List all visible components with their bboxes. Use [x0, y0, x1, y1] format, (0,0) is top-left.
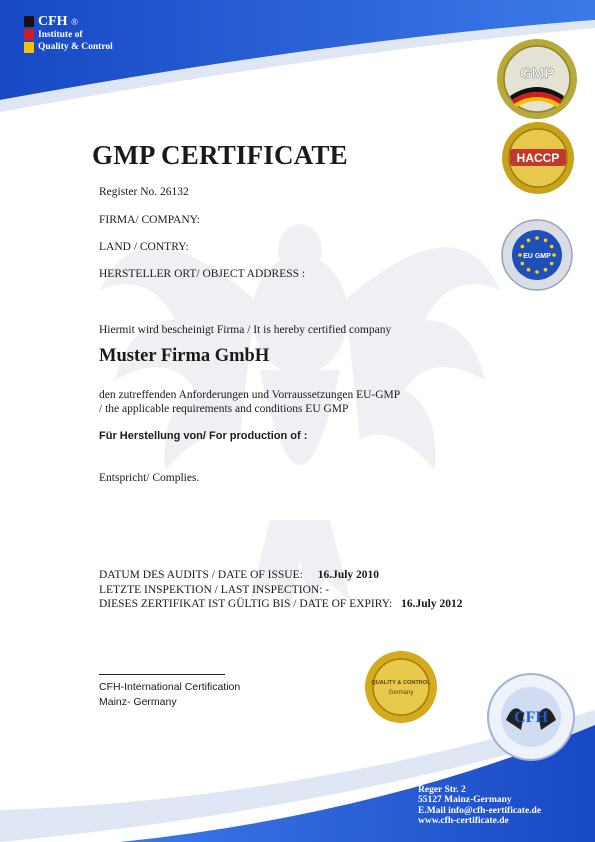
eu-gmp-seal-text: EU GMP	[523, 253, 551, 260]
signature-city: Mainz- Germany	[99, 696, 177, 708]
audit-date-value: 16.July 2010	[317, 569, 380, 581]
haccp-seal-text: HACCP	[516, 151, 560, 165]
footer-address	[418, 774, 541, 827]
footer-street: Reger Str. 2	[418, 784, 466, 795]
audit-date-row	[99, 569, 379, 581]
expiry-date-value: 16.July 2012	[401, 598, 463, 610]
flag-gold-square	[24, 42, 34, 53]
footer-website[interactable]: www.cfh-certificate.de	[418, 816, 509, 826]
expiry-date-label: DIESES ZERTIFIKAT IST GÜLTIG BIS / DATE OF EXPIRY:	[99, 598, 393, 610]
footer-name: CFH	[418, 774, 439, 784]
certified-intro: Hiermit wird bescheinigt Firma / It is hereby certified company	[99, 324, 392, 336]
cfh-seal-text: CFH	[514, 709, 548, 726]
page-title: GMP CERTIFICATE	[92, 140, 348, 170]
logo-line1: Institute of	[38, 30, 83, 40]
last-inspection: LETZTE INSPEKTION / LAST INSPECTION: -	[99, 584, 330, 596]
requirements-line1: den zutreffenden Anforderungen und Vorraussetzungen EU-GMP	[99, 389, 401, 401]
expiry-date-row	[99, 598, 462, 610]
complies-text: Entspricht/ Complies.	[99, 472, 200, 484]
country-field-label: LAND / CONTRY:	[99, 241, 189, 253]
eagle-watermark	[100, 224, 500, 610]
signature-line	[99, 674, 225, 675]
haccp-seal	[500, 120, 576, 196]
signature-org: CFH-International Certification	[99, 681, 241, 693]
requirements-line2: / the applicable requirements and conditions EU GMP	[99, 403, 349, 415]
quality-control-seal	[364, 650, 438, 724]
logo-brand: CFH ®	[38, 14, 78, 29]
logo-line2: Quality & Control	[38, 42, 113, 52]
flag-red-square	[24, 29, 34, 40]
company-name: Muster Firma GmbH	[99, 346, 270, 366]
audit-date-label: DATUM DES AUDITS / DATE OF ISSUE:	[99, 569, 303, 581]
gmp-seal	[496, 38, 578, 120]
production-label: Für Herstellung von/ For production of :	[99, 430, 308, 442]
flag-black-square	[24, 16, 34, 27]
footer-email[interactable]: E.Mail info@cfh-eertificate.de	[418, 805, 542, 816]
eu-gmp-seal	[500, 218, 574, 292]
gmp-seal-text: GMP	[519, 65, 555, 82]
company-field-label: FIRMA/ COMPANY:	[99, 214, 201, 226]
quality-seal-ring: QUALITY & CONTROL	[371, 680, 431, 686]
footer-city: 55127 Mainz-Germany	[418, 795, 512, 805]
address-field-label: HERSTELLER ORT/ OBJECT ADDRESS :	[99, 268, 306, 280]
register-number: Register No. 26132	[99, 186, 189, 198]
quality-seal-sub: Germany	[388, 690, 414, 696]
cfh-seal	[486, 672, 576, 762]
